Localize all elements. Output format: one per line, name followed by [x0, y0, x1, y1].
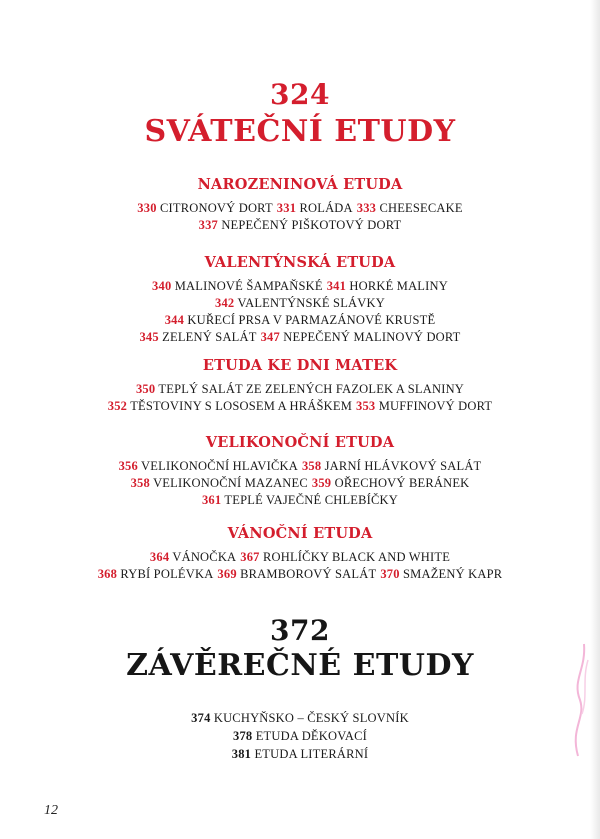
recipe-name: ETUDA DĚKOVACÍ	[252, 729, 367, 743]
recipe-name: KUŘECÍ PRSA V PARMAZÁNOVÉ KRUSTĚ	[184, 313, 436, 327]
recipe-page-number: 367	[240, 550, 260, 564]
recipe-page-number: 347	[260, 330, 280, 344]
recipe-name: MUFFINOVÝ DORT	[375, 399, 493, 413]
recipe-entry	[380, 567, 502, 581]
section-title: ETUDA KE DNI MATEK	[202, 357, 398, 374]
recipe-entry	[139, 330, 256, 344]
recipe-page-number: 342	[215, 296, 235, 310]
recipe-entry	[357, 201, 463, 215]
recipe-entry	[356, 399, 492, 413]
recipe-entry	[108, 399, 352, 413]
recipe-name: KUCHYŇSKO – ČESKÝ SLOVNÍK	[210, 711, 409, 725]
recipe-name: RYBÍ POLÉVKA	[117, 567, 214, 581]
recipe-name: VELIKONOČNÍ HLAVIČKA	[137, 459, 298, 473]
recipe-page-number: 353	[356, 399, 376, 413]
part2-page-number: 372	[270, 614, 330, 647]
recipe-line	[0, 729, 600, 744]
section-title: VÁNOČNÍ ETUDA	[227, 525, 373, 542]
recipe-page-number: 361	[201, 493, 222, 507]
recipe-page-number: 350	[135, 382, 156, 396]
recipe-entry	[136, 382, 464, 396]
recipe-page-number: 344	[164, 313, 185, 327]
recipe-line	[0, 296, 600, 311]
recipe-page-number: 378	[233, 729, 253, 743]
recipe-page-number: 359	[311, 476, 332, 490]
recipe-line	[0, 567, 600, 582]
recipe-name: ETUDA LITERÁRNÍ	[251, 747, 369, 761]
recipe-line	[0, 711, 600, 726]
recipe-page-number: 352	[107, 399, 128, 413]
recipe-page-number: 330	[137, 201, 157, 215]
part1-page-number: 324	[270, 78, 330, 111]
section-title: VALENTÝNSKÁ ETUDA	[204, 254, 396, 271]
recipe-page-number: 331	[276, 201, 297, 215]
recipe-page-number: 341	[326, 279, 347, 293]
recipe-entry	[312, 476, 469, 490]
recipe-page-number: 345	[139, 330, 159, 344]
recipe-page-number: 358	[130, 476, 150, 490]
recipe-entry	[240, 550, 450, 564]
recipe-page-number: 370	[380, 567, 400, 581]
recipe-page-number: 333	[356, 201, 377, 215]
recipe-name: MALINOVÉ ŠAMPAŇSKÉ	[171, 279, 323, 293]
recipe-line	[0, 279, 600, 294]
recipe-entry	[152, 279, 323, 293]
section-title: VELIKONOČNÍ ETUDA	[205, 434, 395, 451]
recipe-line	[0, 201, 600, 216]
recipe-page-number: 337	[198, 218, 218, 232]
recipe-name: SMAŽENÝ KAPR	[399, 567, 503, 581]
recipe-entry	[232, 747, 368, 761]
recipe-page-number: 340	[152, 279, 172, 293]
recipe-entry	[233, 729, 367, 743]
recipe-name: TĚSTOVINY S LOSOSEM A HRÁŠKEM	[127, 399, 353, 413]
recipe-page-number: 374	[191, 711, 211, 725]
recipe-name: VALENTÝNSKÉ SLÁVKY	[234, 296, 385, 310]
recipe-name: ROLÁDA	[296, 201, 353, 215]
recipe-name: BRAMBOROVÝ SALÁT	[236, 567, 377, 581]
recipe-line	[0, 313, 600, 328]
recipe-line	[0, 459, 600, 474]
recipe-entry	[131, 476, 308, 490]
recipe-entry	[98, 567, 214, 581]
recipe-entry	[150, 550, 236, 564]
section-title: NAROZENINOVÁ ETUDA	[197, 176, 403, 193]
recipe-page-number: 356	[118, 459, 138, 473]
recipe-line	[0, 330, 600, 345]
recipe-name: NEPEČENÝ PIŠKOTOVÝ DORT	[218, 218, 402, 232]
recipe-page-number: 358	[301, 459, 322, 473]
recipe-entry	[119, 459, 298, 473]
recipe-line	[0, 493, 600, 508]
recipe-entry	[202, 493, 398, 507]
part1-title: SVÁTEČNÍ ETUDY	[144, 114, 456, 149]
recipe-name: JARNÍ HLÁVKOVÝ SALÁT	[321, 459, 482, 473]
recipe-entry	[137, 201, 273, 215]
recipe-entry	[277, 201, 353, 215]
recipe-name: ZELENÝ SALÁT	[158, 330, 257, 344]
recipe-line	[0, 399, 600, 414]
recipe-page-number: 369	[217, 567, 237, 581]
recipe-entry	[217, 567, 376, 581]
recipe-name: TEPLÝ SALÁT ZE ZELENÝCH FAZOLEK A SLANINY	[155, 382, 465, 396]
recipe-line	[0, 382, 600, 397]
recipe-entry	[165, 313, 436, 327]
recipe-name: HORKÉ MALINY	[346, 279, 448, 293]
recipe-name: VELIKONOČNÍ MAZANEC	[149, 476, 308, 490]
recipe-line	[0, 747, 600, 762]
recipe-entry	[191, 711, 409, 725]
page-number: 12	[44, 803, 58, 818]
recipe-name: VÁNOČKA	[169, 550, 237, 564]
part2-title: ZÁVĚREČNÉ ETUDY	[126, 648, 474, 683]
recipe-name: CHEESECAKE	[376, 201, 463, 215]
recipe-name: NEPEČENÝ MALINOVÝ DORT	[279, 330, 461, 344]
recipe-name: OŘECHOVÝ BERÁNEK	[331, 476, 470, 490]
recipe-name: CITRONOVÝ DORT	[156, 201, 273, 215]
recipe-entry	[327, 279, 448, 293]
recipe-entry	[215, 296, 385, 310]
recipe-page-number: 368	[97, 567, 118, 581]
recipe-page-number: 364	[149, 550, 170, 564]
recipe-entry	[302, 459, 481, 473]
recipe-line	[0, 218, 600, 233]
recipe-entry	[261, 330, 461, 344]
recipe-entry	[199, 218, 402, 232]
recipe-name: TEPLÉ VAJEČNÉ CHLEBÍČKY	[221, 493, 399, 507]
recipe-line	[0, 550, 600, 565]
recipe-line	[0, 476, 600, 491]
recipe-page-number: 381	[231, 747, 252, 761]
recipe-name: ROHLÍČKY BLACK AND WHITE	[259, 550, 451, 564]
